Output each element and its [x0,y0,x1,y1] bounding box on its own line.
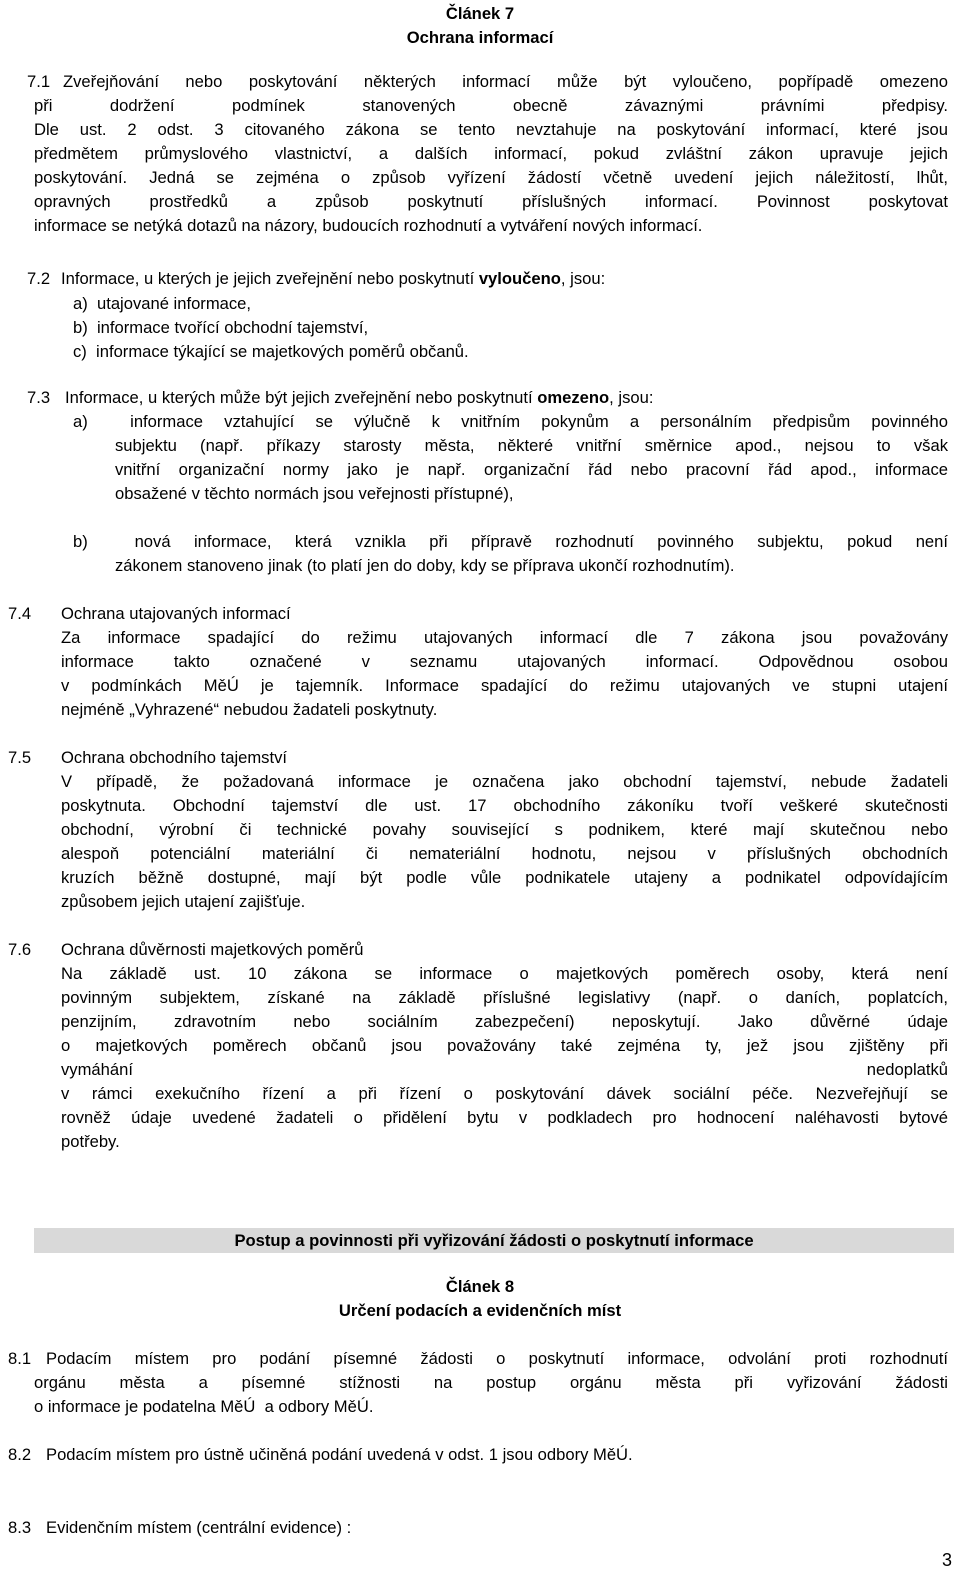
section-7-6-line: o majetkových poměrech občanů jsou považovány také zejména ty, jež jsou zjištěny při [61,1036,948,1055]
section-7-4-heading: Ochrana utajovaných informací [61,604,291,623]
section-7-5-number: 7.5 [8,748,32,767]
restricted-emphasis: omezeno [537,388,610,407]
section-7-4-line: Za informace spadající do režimu utajovaných informací dle 7 zákona jsou považovány [61,628,948,647]
section-8-1-line: orgánu města a písemné stížnosti na postup orgánu města při vyřizování žádosti [34,1373,948,1392]
section-7-4-number: 7.4 [8,604,32,623]
section-7-3-number: 7.3 [27,388,51,407]
list-item: c) informace týkající se majetkových poměrů občanů. [73,342,469,361]
article-7-title: Článek 7 [445,4,515,23]
section-7-2-intro: Informace, u kterých je jejich zveřejnění nebo poskytnutí vyloučeno, jsou: [61,269,606,288]
article-7-subtitle: Ochrana informací [406,28,554,47]
section-7-3-intro: Informace, u kterých může být jejich zveřejnění nebo poskytnutí omezeno, jsou: [65,388,654,407]
section-7-6-number: 7.6 [8,940,32,959]
section-8-2-text: Podacím místem pro ústně učiněná podání uvedená v odst. 1 jsou odbory MěÚ. [46,1445,633,1464]
section-7-6-line: rovněž údaje uvedené žadateli o přidělení bytu v podkladech pro hodnocení naléhavosti bytové [61,1108,948,1127]
section-7-1-number: 7.1 [27,72,51,91]
article-8-subtitle: Určení podacích a evidenčních míst [338,1301,622,1320]
section-7-6-line: v rámci exekučního řízení a při řízení o poskytování dávek sociální péče. Nezveřejňují se [61,1084,948,1103]
section-7-5-line: V případě, že požadovaná informace je označena jako obchodní tajemství, nebude žadateli [61,772,948,791]
article-8-title: Článek 8 [445,1277,515,1296]
section-7-3-a-line: a) informace vztahující se výlučně k vnitřním pokynům a personálním předpisům povinného [73,412,948,431]
section-7-5-line: poskytnuta. Obchodní tajemství dle ust. 17 obchodního zákoníku tvoří veškeré skutečnosti [61,796,948,815]
list-item: a) utajované informace, [73,294,252,313]
excluded-emphasis: vyloučeno [478,269,561,288]
section-8-1-line: o informace je podatelna MěÚ a odbory MěÚ. [34,1397,374,1416]
section-7-3-b-line: b) nová informace, která vznikla při přípravě rozhodnutí povinného subjektu, pokud není [73,532,948,551]
section-7-5-line: způsobem jejich utajení zajišťuje. [61,892,306,911]
section-7-1-line: Dle ust. 2 odst. 3 citovaného zákona se tento nevztahuje na poskytování informací, které jsou [34,120,948,139]
section-7-1-line: poskytování. Jedná se zejména o způsob vyřízení žádostí včetně uvedení jejich náležitostí, lhůt, [34,168,948,187]
section-7-3-a-line: subjektu (např. příkazy starosty města, některé vnitřní směrnice apod., nejsou to však [115,436,948,455]
section-7-3-a-line: obsažené v těchto normách jsou veřejnosti přístupné), [115,484,514,503]
section-7-6-heading: Ochrana důvěrnosti majetkových poměrů [61,940,364,959]
section-7-1-line: při dodržení podmínek stanovených obecně závaznými právními předpisy. [34,96,948,115]
section-7-6-line: potřeby. [61,1132,120,1151]
section-7-4-line: v podmínkách MěÚ je tajemník. Informace spadající do režimu utajovaných ve stupni utajení [61,676,948,695]
section-7-6-line: vymáhání nedoplatků [61,1060,948,1079]
section-8-3-text: Evidenčním místem (centrální evidence) : [46,1518,352,1537]
section-7-6-line: Na základě ust. 10 zákona se informace o majetkových poměrech osoby, která není [61,964,948,983]
section-7-5-heading: Ochrana obchodního tajemství [61,748,287,767]
section-8-1-number: 8.1 [8,1349,32,1368]
section-8-1-line: Podacím místem pro podání písemné žádosti o poskytnutí informace, odvolání proti rozhodnutí [46,1349,948,1368]
section-7-1-line: Zveřejňování nebo poskytování některých informací může být vyloučeno, popřípadě omezeno [63,72,948,91]
section-8-3-number: 8.3 [8,1518,32,1537]
section-7-5-line: kruzích běžně dostupné, mají být podle vůle podnikatele utajeny a podnikatel odpovídajícím [61,868,948,887]
section-7-1-line: informace se netýká dotazů na názory, budoucích rozhodnutí a vytváření nových informací. [34,216,703,235]
section-7-1-line: předmětem průmyslového vlastnictví, a dalších informací, pokud zvláštní zákon upravuje jejich [34,144,948,163]
section-8-2-number: 8.2 [8,1445,32,1464]
section-7-4-line: informace takto označené v seznamu utajovaných informací. Odpovědnou osobou [61,652,948,671]
section-7-1-line: opravných prostředků a způsob poskytnutí příslušných informací. Povinnost poskytovat [34,192,948,211]
section-7-5-line: obchodní, výrobní či technické povahy související s podnikem, které mají skutečnou nebo [61,820,948,839]
section-7-3-b-line: zákonem stanoveno jinak (to platí jen do doby, kdy se příprava ukončí rozhodnutím). [115,556,735,575]
section-7-5-line: alespoň potenciální materiální či nemateriální hodnotu, nejsou v příslušných obchodních [61,844,948,863]
section-7-6-line: povinným subjektem, získané na základě příslušné legislativy (např. o daních, poplatcích, [61,988,948,1007]
list-item: b) informace tvořící obchodní tajemství, [73,318,369,337]
procedure-banner: Postup a povinnosti při vyřizování žádosti o poskytnutí informace [34,1228,954,1253]
section-7-3-a-line: vnitřní organizační normy jako je např. organizační řád nebo pracovní řád apod., informace [115,460,948,479]
page-number: 3 [941,1550,952,1570]
section-7-4-line: nejméně „Vyhrazené“ nebudou žadateli poskytnuty. [61,700,438,719]
section-7-2-number: 7.2 [27,269,51,288]
section-7-6-line: penzijním, zdravotním nebo sociálním zabezpečení) neposkytují. Jako důvěrné údaje [61,1012,948,1031]
